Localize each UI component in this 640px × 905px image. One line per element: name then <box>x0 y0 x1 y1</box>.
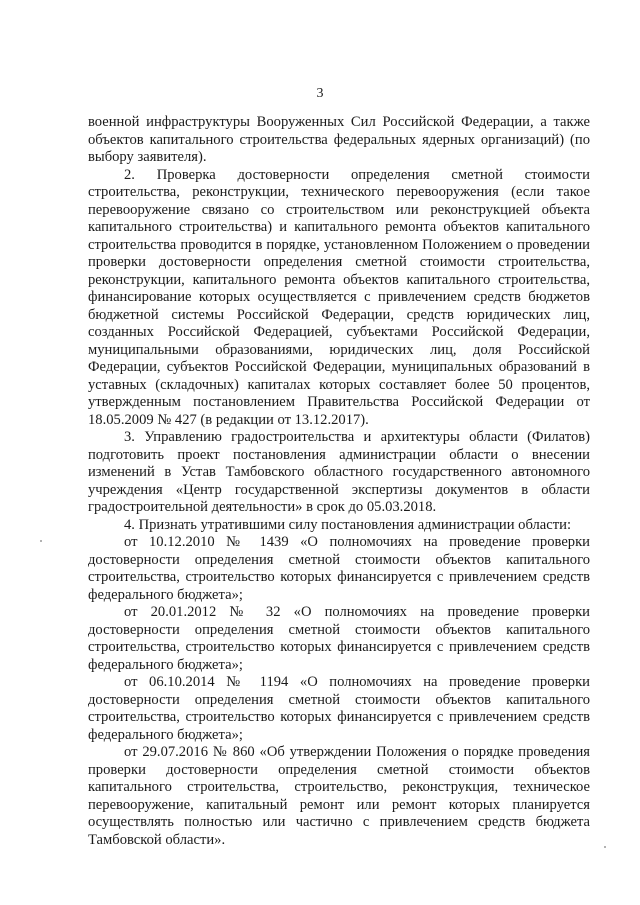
page-number: 3 <box>316 86 324 101</box>
paragraph-item-2: 2. Проверка достоверности определения сметной стоимости строительства, реконструкции, технического перевооружения (если такое перевооружение связано со строительством или реконструкцией объекта капитального строительства) и капитального ремонта объектов капитального строительства проводится в порядке, установленном Положением о проведении проверки достоверности определения сметной стоимости строительства, реконструкции, капитального ремонта объектов капитального строительства, финансирование которых осуществляется с привлечением средств бюджетов бюджетной системы Российской Федерации, средств юридических лиц, созданных Российской Федерацией, субъектами Российской Федерации, муниципальными образованиями, юридических лиц, доля Российской Федерации, субъектов Российской Федерации, муниципальных образований в уставных (складочных) капиталах которых составляет более 50 процентов, утвержденным постановлением Правительства Российской Федерации от 18.05.2009 № 427 (в редакции от 13.12.2017). <box>88 166 590 428</box>
repealed-resolution-1: от 10.12.2010 № 1439 «О полномочиях на проведение проверки достоверности определения сметной стоимости объектов капитального строительства, строительство которых финансируется с привлечением средств федерального бюджета»; <box>88 534 590 603</box>
paragraph-continuation: военной инфраструктуры Вооруженных Сил Российской Федерации, а также объектов капитального строительства федеральных ядерных организаций) (по выбору заявителя). <box>88 114 590 165</box>
document-body <box>88 114 590 849</box>
scan-speck <box>40 540 42 542</box>
paragraph-item-4: 4. Признать утратившими силу постановления администрации области: <box>124 516 571 533</box>
paragraph-item-3: 3. Управлению градостроительства и архитектуры области (Филатов) подготовить проект постановления администрации области о внесении изменений в Устав Тамбовского областного государственного автономного учреждения «Центр государственной экспертизы документов в области градостроительной деятельности» в срок до 05.03.2018. <box>88 429 590 515</box>
repealed-resolution-4: от 29.07.2016 № 860 «Об утверждении Положения о порядке проведения проверки достоверности определения сметной стоимости объектов капитального строительства, строительство, реконструкция, техническое перевооружение, капитальный ремонт или ремонт которых планируется осуществлять полностью или частично с привлечением средств бюджета Тамбовской области». <box>88 744 590 848</box>
repealed-resolution-3: от 06.10.2014 № 1194 «О полномочиях на проведение проверки достоверности определения сметной стоимости объектов капитального строительства, строительство которых финансируется с привлечением средств федерального бюджета»; <box>88 674 590 743</box>
repealed-resolution-2: от 20.01.2012 № 32 «О полномочиях на проведение проверки достоверности определения сметной стоимости объектов капитального строительства, строительство которых финансируется с привлечением средств федерального бюджета»; <box>88 604 590 673</box>
scan-speck <box>604 846 606 848</box>
